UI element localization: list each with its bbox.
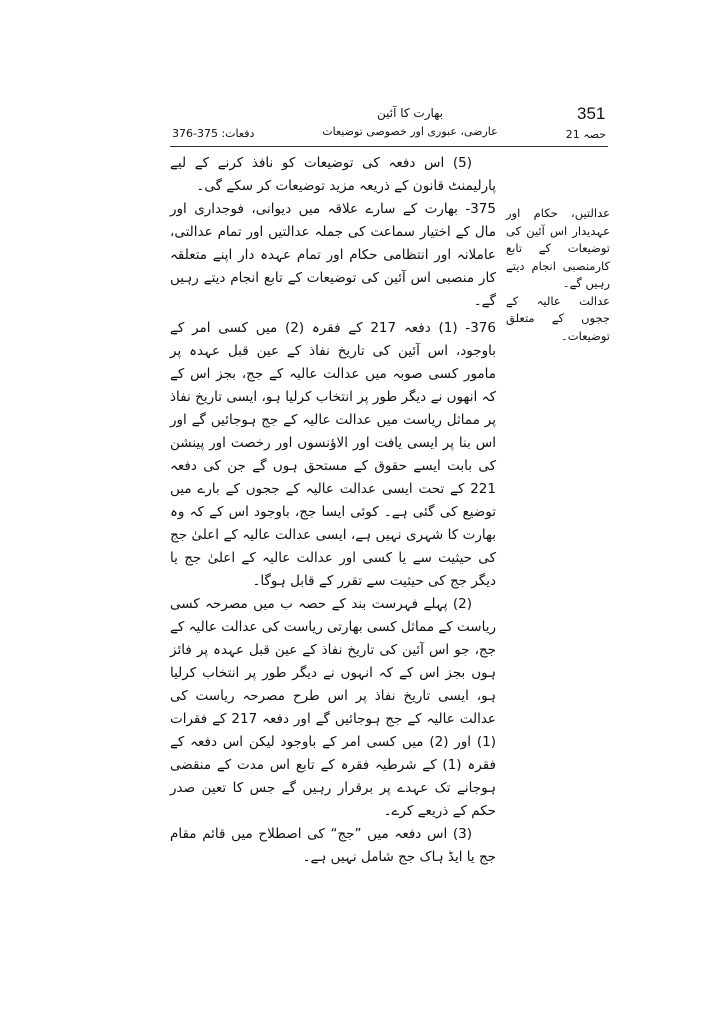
page-number: 351 xyxy=(577,104,606,123)
main-text xyxy=(170,152,496,869)
paragraph-article-376-2: (2) پہلے فہرست بند کے حصہ ب میں مصرحہ کسی ریاست کے مماثل کسی بھارتی ریاست کی عدالت عالیہ کے جج، جو اس آئین کی تاریخ نفاذ کے عین قبل عہدہ پر فائز ہوں بجز اس کے کہ انہوں نے دیگر طور پر انتخاب کرلیا ہو، ایسی تاریخ نفاذ پر اس طرح مصرحہ ریاست کی عدالت عالیہ کے جج ہوجائیں گے اور دفعہ 217 کے فقرات (1) اور (2) میں کسی امر کے باوجود لیکن اس دفعہ کے فقرہ (1) کے شرطیہ فقرہ کے تابع اس مدت کے منقضی ہوجانے تک عہدے پر برقرار رہیں گے جس کا تعین صدر حکم کے ذریعے کرے۔ xyxy=(170,596,496,819)
margin-note-376: عدالت عالیہ کے ججوں کے متعلق توضیعات۔ xyxy=(506,293,610,343)
paragraph-clause-5: (5) اس دفعہ کی توضیعات کو نافذ کرنے کے لیے پارلیمنٹ قانون کے ذریعہ مزید توضیعات کر سکے گی۔ xyxy=(170,155,496,194)
margin-note-375: عدالتیں، حکام اور عہدیدار اس آئین کی توضیعات کے تابع کارمنصبی انجام دیتے رہیں گے۔ xyxy=(506,206,610,290)
paragraph-article-375: 375- بھارت کے سارے علاقہ میں دیوانی، فوجداری اور مال کے اختیار سماعت کی جملہ عدالتیں اور تمام عدالتی، عاملانہ اور انتظامی حکام اور تمام عہدہ دار اپنے متعلقہ کار منصبی اس آئین کی توضیعات کے تابع انجام دیتے رہیں گے۔ xyxy=(170,201,496,309)
margin-notes xyxy=(506,205,610,345)
articles-range: دفعات: 375-376 xyxy=(172,127,255,140)
paragraph-article-376-3: (3) اس دفعہ میں ”جج“ کی اصطلاح میں قائم مقام جج یا ایڈ ہاک جج شامل نہیں ہے۔ xyxy=(170,826,496,865)
book-subtitle: عارضی، عبوری اور خصوصی توضیعات xyxy=(322,125,498,138)
paragraph-article-376-1: 376- (1) دفعہ 217 کے فقرہ (2) میں کسی امر کے باوجود، اس آئین کی تاریخ نفاذ کے عین قبل عہدہ پر مامور کسی صوبہ میں عدالت عالیہ کے جج، بجز اس کے کہ انھوں نے دیگر طور پر انتخاب کرلیا ہو، ایسی تاریخ نفاذ پر مماثل ریاست میں عدالت عالیہ کے جج ہوجائیں گے اور اس بنا پر ایسی یافت اور الاؤنسوں اور رخصت اور پینشن کی بابت ایسے حقوق کے مستحق ہوں گے جن کی دفعہ 221 کے تحت ایسی عدالت عالیہ کے ججوں کے بارے میں توضیع کی گئی ہے۔ کوئی ایسا جج، باوجود اس کے کہ وہ بھارت کا شہری نہیں ہے، ایسی عدالت عالیہ کے اعلیٰ جج کی حیثیت سے یا کسی اور عدالت عالیہ کے اعلیٰ جج یا دیگر جج کی حیثیت سے تقرر کے قابل ہوگا۔ xyxy=(170,320,496,589)
part-label: حصہ 21 xyxy=(565,128,606,141)
book-title: بھارت کا آئین xyxy=(376,106,444,120)
header-divider xyxy=(170,146,608,147)
